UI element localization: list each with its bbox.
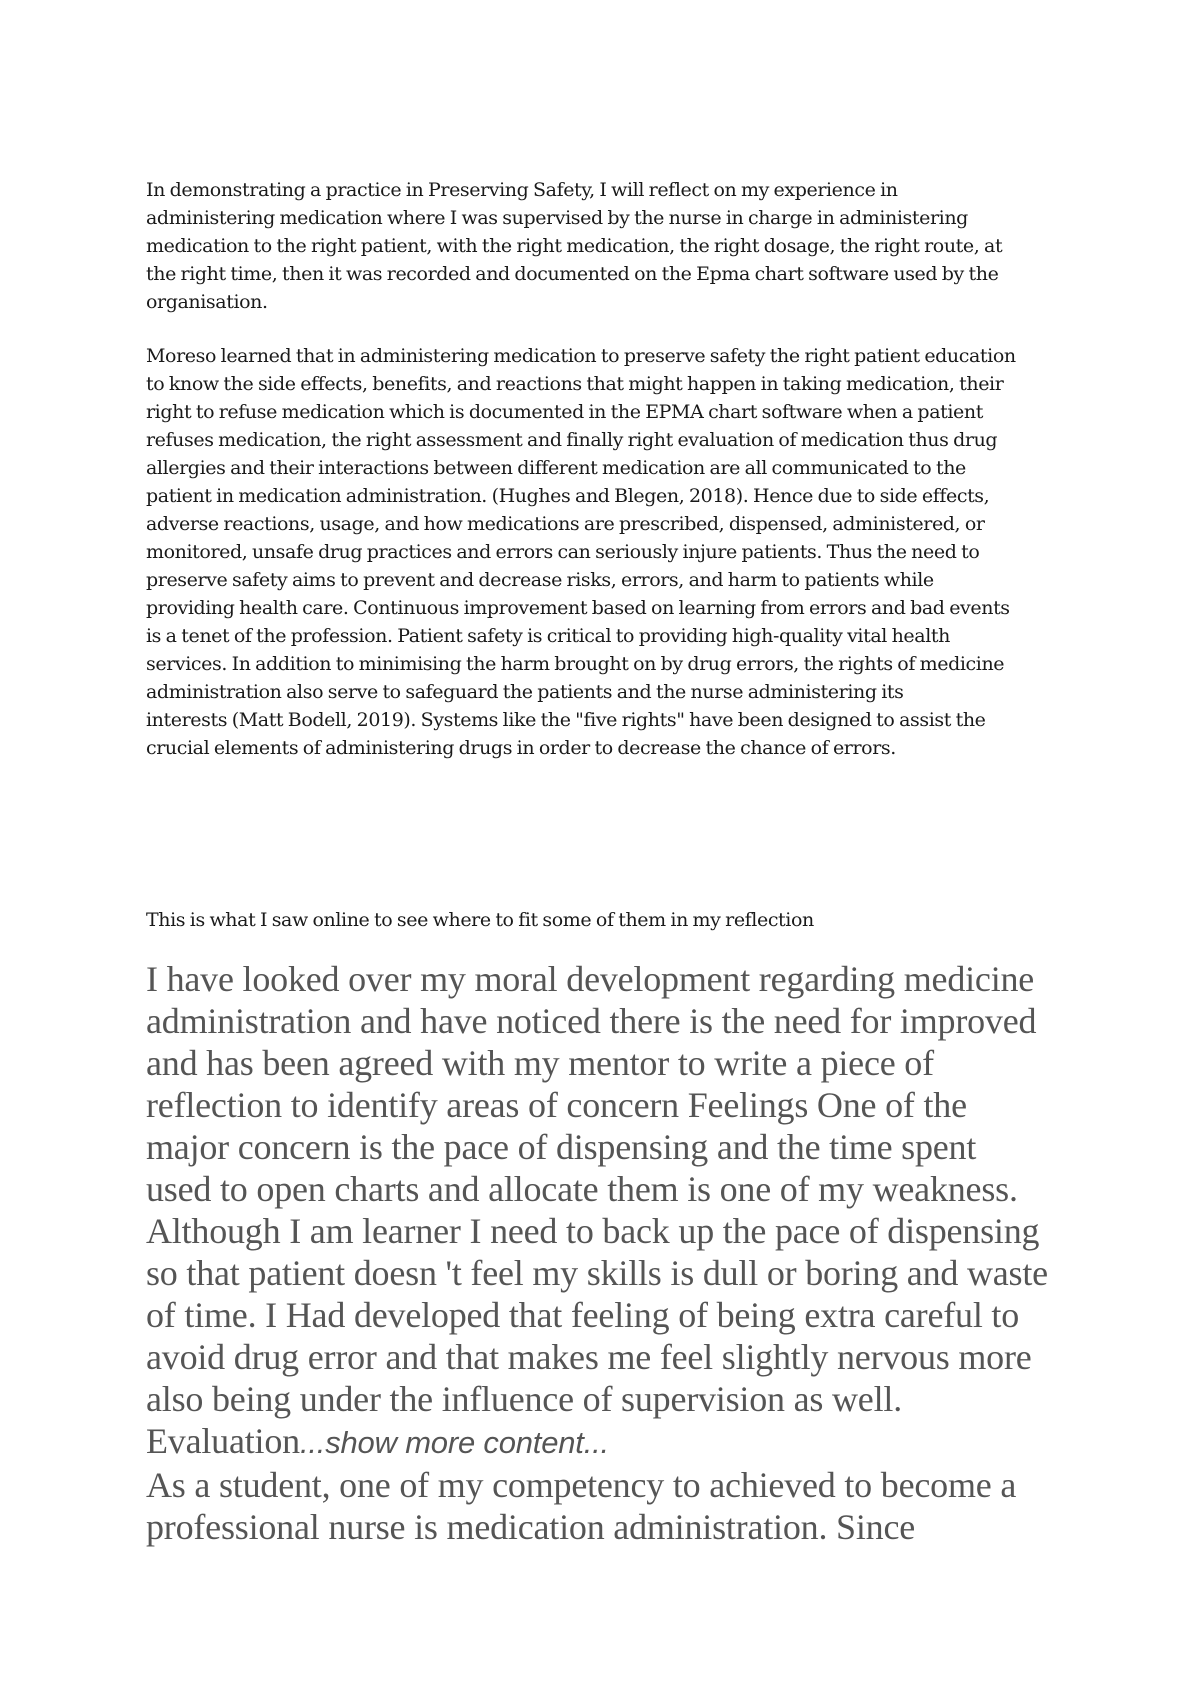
text-line: is a tenet of the profession. Patient safety is critical to providing high-quality vital health bbox=[146, 625, 950, 647]
text-line: providing health care. Continuous improvement based on learning from errors and bad events bbox=[146, 597, 1010, 619]
text-line: to know the side effects, benefits, and reactions that might happen in taking medication, their bbox=[146, 373, 1004, 395]
text-line: In demonstrating a practice in Preserving Safety, I will reflect on my experience in bbox=[146, 179, 898, 201]
excerpt-line: administration and have noticed there is the need for improved bbox=[146, 1001, 1037, 1041]
text-line: monitored, unsafe drug practices and errors can seriously injure patients. Thus the need to bbox=[146, 541, 980, 563]
note-text: This is what I saw online to see where to fit some of them in my reflection bbox=[146, 909, 814, 931]
excerpt-line: used to open charts and allocate them is one of my weakness. bbox=[146, 1169, 1018, 1209]
text-line: refuses medication, the right assessment and finally right evaluation of medication thus drug bbox=[146, 429, 998, 451]
note-online-source bbox=[146, 906, 814, 934]
text-line: patient in medication administration. (Hughes and Blegen, 2018). Hence due to side effects, bbox=[146, 485, 990, 507]
excerpt-line: so that patient doesn 't feel my skills is dull or boring and waste bbox=[146, 1253, 1048, 1293]
excerpt-line: professional nurse is medication administration. Since bbox=[146, 1507, 916, 1547]
excerpt-line: of time. I Had developed that feeling of being extra careful to bbox=[146, 1295, 1020, 1335]
text-line: the right time, then it was recorded and documented on the Epma chart software used by the bbox=[146, 263, 999, 285]
text-line: right to refuse medication which is documented in the EPMA chart software when a patient bbox=[146, 401, 983, 423]
text-line: interests (Matt Bodell, 2019). Systems like the "five rights" have been designed to assist the bbox=[146, 709, 986, 731]
excerpt-line: also being under the influence of supervision as well. bbox=[146, 1379, 902, 1419]
text-line: administration also serve to safeguard the patients and the nurse administering its bbox=[146, 681, 904, 703]
excerpt-line: I have looked over my moral development regarding medicine bbox=[146, 959, 1035, 999]
paragraph-patient-education bbox=[146, 342, 1016, 762]
show-more-content-link[interactable]: ...show more content... bbox=[299, 1425, 609, 1460]
text-line: adverse reactions, usage, and how medications are prescribed, dispensed, administered, or bbox=[146, 513, 985, 535]
text-line: services. In addition to minimising the harm brought on by drug errors, the rights of medicine bbox=[146, 653, 1005, 675]
excerpt-evaluation-line bbox=[146, 1420, 1048, 1464]
text-line: medication to the right patient, with the right medication, the right dosage, the right route, at bbox=[146, 235, 1003, 257]
excerpt-line: As a student, one of my competency to achieved to become a bbox=[146, 1465, 1017, 1505]
text-line: organisation. bbox=[146, 291, 268, 313]
excerpt-line: Although I am learner I need to back up the pace of dispensing bbox=[146, 1211, 1040, 1251]
evaluation-word: Evaluation bbox=[146, 1421, 300, 1461]
text-line: preserve safety aims to prevent and decrease risks, errors, and harm to patients while bbox=[146, 569, 934, 591]
reflection-excerpt bbox=[146, 958, 1048, 1548]
text-line: Moreso learned that in administering medication to preserve safety the right patient education bbox=[146, 345, 1016, 367]
paragraph-preserving-safety bbox=[146, 176, 1002, 316]
text-line: administering medication where I was supervised by the nurse in charge in administering bbox=[146, 207, 968, 229]
excerpt-line: reflection to identify areas of concern Feelings One of the bbox=[146, 1085, 967, 1125]
excerpt-line: major concern is the pace of dispensing and the time spent bbox=[146, 1127, 977, 1167]
excerpt-line: avoid drug error and that makes me feel slightly nervous more bbox=[146, 1337, 1032, 1377]
excerpt-line: and has been agreed with my mentor to write a piece of bbox=[146, 1043, 934, 1083]
text-line: crucial elements of administering drugs in order to decrease the chance of errors. bbox=[146, 737, 896, 759]
text-line: allergies and their interactions between different medication are all communicated to the bbox=[146, 457, 966, 479]
